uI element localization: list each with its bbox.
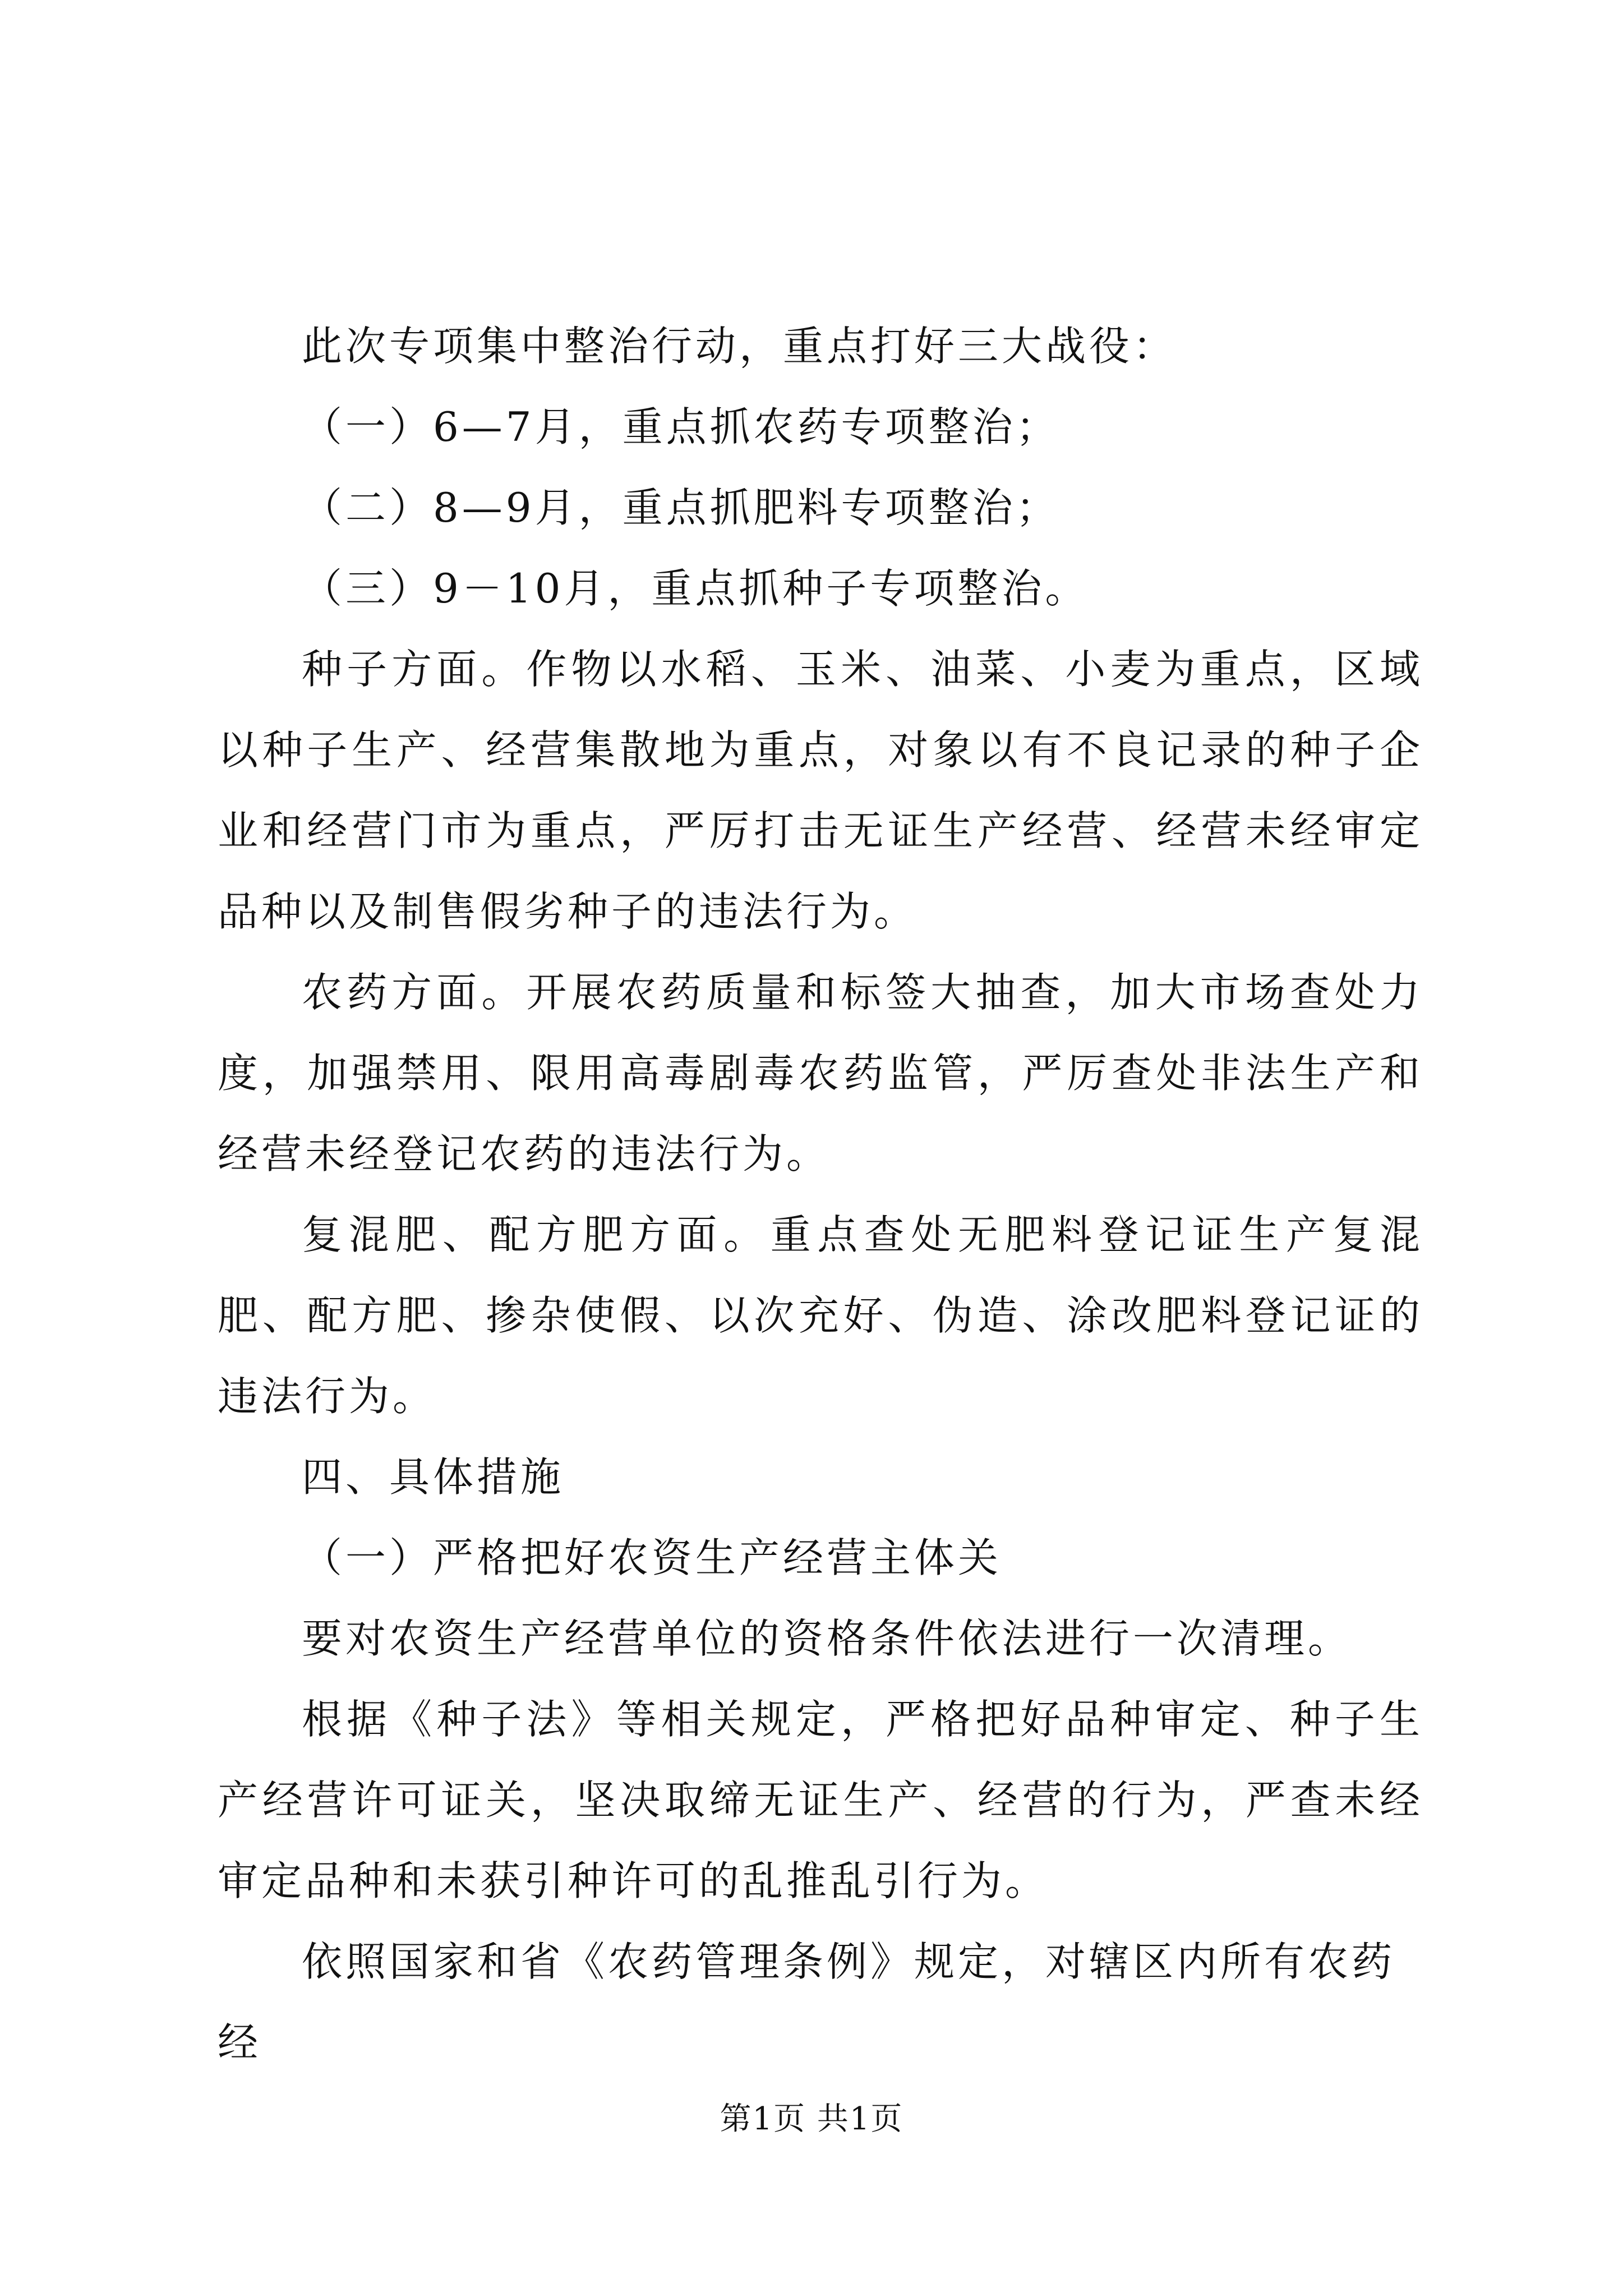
section-heading-measures: 四、具体措施 [302, 1453, 565, 1501]
paragraph-seed-law: 根据《种子法》等相关规定，严格把好品种审定、种子生产经营许可证关，坚决取缔无证生产、经营的行为，严查未经审定品种和未获引种许可的乱推乱引行为。 [218, 1696, 1423, 1904]
document-body [218, 306, 1423, 2083]
paragraph-campaign-1: （一）6—7月，重点抓农药专项整治； [302, 403, 1060, 450]
paragraph-fertilizers: 复混肥、配方肥方面。重点查处无肥料登记证生产复混肥、配方肥、掺杂使假、以次充好、伪造、涂改肥料登记证的违法行为。 [218, 1211, 1423, 1420]
subsection-heading-1: （一）严格把好农资生产经营主体关 [302, 1534, 1002, 1581]
paragraph-campaign-2: （二）8—9月，重点抓肥料专项整治； [302, 484, 1060, 531]
paragraph-intro: 此次专项集中整治行动，重点打好三大战役： [302, 323, 1177, 370]
paragraph-cleanup: 要对农资生产经营单位的资格条件依法进行一次清理。 [302, 1615, 1352, 1662]
page-footer: 第1页 共1页 [720, 2101, 903, 2137]
paragraph-pesticide-regulation: 依照国家和省《农药管理条例》规定，对辖区内所有农药经 [218, 1938, 1396, 2066]
paragraph-seeds: 种子方面。作物以水稻、玉米、油菜、小麦为重点，区域以种子生产、经营集散地为重点，对象以有不良记录的种子企业和经营门市为重点，严厉打击无证生产经营、经营未经审定品种以及制售假劣种子的违法行为。 [218, 646, 1423, 935]
paragraph-campaign-3: （三）9－10月，重点抓种子专项整治。 [302, 565, 1089, 612]
paragraph-pesticides: 农药方面。开展农药质量和标签大抽查，加大市场查处力度，加强禁用、限用高毒剧毒农药监管，严厉查处非法生产和经营未经登记农药的违法行为。 [218, 969, 1423, 1177]
